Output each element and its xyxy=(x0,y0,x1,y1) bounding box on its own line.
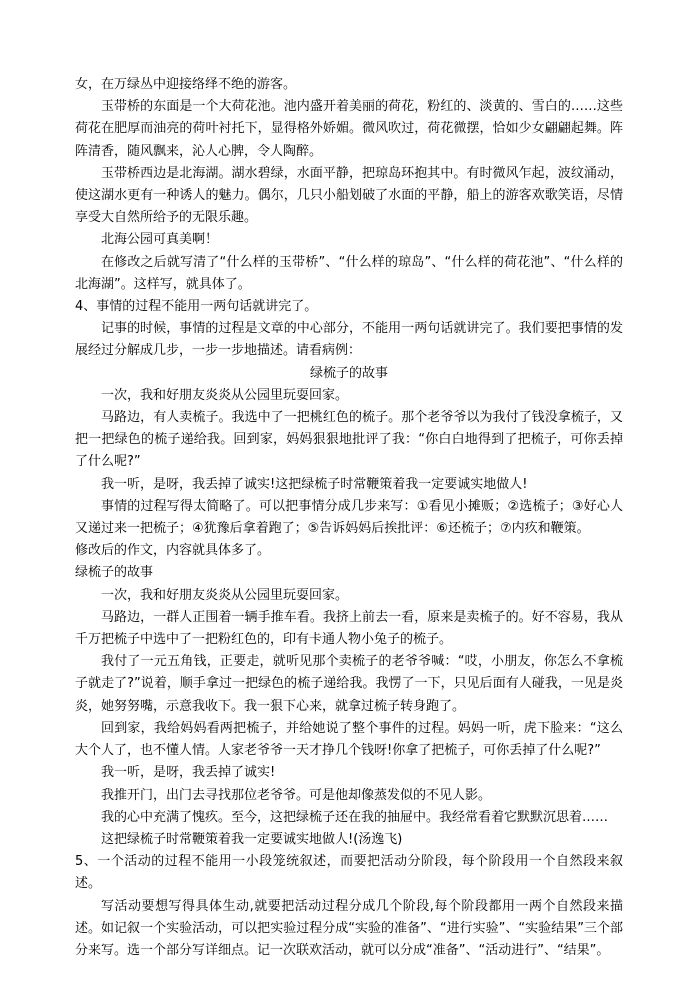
paragraph: 玉带桥西边是北海湖。湖水碧绿，水面平静，把琼岛环抱其中。有时微风乍起，波纹涌动，使这湖水更有一种诱人的魅力。偶尔，几只小船划破了水面的平静，船上的游客欢歌笑语，尽情享受大自然所给予的无限乐趣。 xyxy=(75,165,623,226)
paragraph: 女，在万绿丛中迎接络绎不绝的游客。 xyxy=(75,77,297,92)
document-page xyxy=(75,74,623,962)
paragraph: 我的心中充满了愧疚。至今，这把绿梳子还在我的抽屉中。我经常看着它默默沉思着…… xyxy=(101,809,609,825)
paragraph: 事情的过程写得太简略了。可以把事情分成几步来写：①看见小摊贩；②选梳子；③好心人又递过来一把梳子；④犹豫后拿着跑了；⑤告诉妈妈后挨批评：⑥还梳子；⑦内疚和鞭策。 xyxy=(75,498,623,537)
paragraph: 马路边，一群人正围着一辆手推车看。我挤上前去一看，原来是卖梳子的。好不容易，我从千万把梳子中选中了一把粉红色的，印有卡通人物小兔子的梳子。 xyxy=(75,609,623,648)
example-title: 绿梳子的故事 xyxy=(309,365,388,381)
paragraph: 这把绿梳子时常鞭策着我一定要诚实地做人!(汤逸飞) xyxy=(101,831,403,847)
paragraph: 回到家，我给妈妈看两把梳子，并给她说了整个事件的过程。妈妈一听，虎下脸来：“这么大个人了，也不懂人情。人家老爷爷一天才挣几个钱呀!你拿了把梳子，可你丢掉了什么呢?” xyxy=(75,720,623,759)
paragraph: 我一听，是呀，我丢掉了诚实!这把绿梳子时常鞭策着我一定要诚实地做人! xyxy=(101,476,528,492)
section-heading: 4、事情的过程不能用一两句话就讲完了。 xyxy=(75,299,318,315)
paragraph: 在修改之后就写清了“什么样的玉带桥”、“什么样的琼岛”、“什么样的荷花池”、“什么样的北海湖”。这样写，就具体了。 xyxy=(75,254,623,292)
paragraph: 我一听，是呀，我丢掉了诚实! xyxy=(101,765,276,781)
paragraph: 一次，我和好朋友炎炎从公园里玩耍回家。 xyxy=(101,587,349,603)
paragraph: 修改后的作文，内容就具体多了。 xyxy=(75,543,271,559)
paragraph: 记事的时候，事情的过程是文章的中心部分，不能用一两句话就讲完了。我们要把事情的发展经过分解成几步，一步一步地描述。请看病例： xyxy=(75,321,623,359)
paragraph: 玉带桥的东面是一个大荷花池。池内盛开着美丽的荷花，粉红的、淡黄的、雪白的……这些荷花在肥厚而油亮的荷叶衬托下，显得格外娇媚。微风吹过，荷花微摆，恰如少女翩翩起舞。阵阵清香，随风飘来，沁人心脾，令人陶醉。 xyxy=(75,99,623,159)
paragraph: 北海公园可真美啊！ xyxy=(101,232,219,248)
paragraph: 一次，我和好朋友炎炎从公园里玩耍回家。 xyxy=(101,387,349,403)
paragraph: 写活动要想写得具体生动,就要把活动过程分成几个阶段,每个阶段都用一两个自然段来描述。如记叙一个实验活动，可以把实验过程分成“实验的准备”、“进行实验”、“实验结果”三个部分来写。选一个部分写详细点。记一次联欢活动，就可以分成“准备”、“活动进行”、“结果”。 xyxy=(75,898,623,958)
paragraph: 马路边，有人卖梳子。我选中了一把桃红色的梳子。那个老爷爷以为我付了钱没拿梳子，又把一把绿色的梳子递给我。回到家，妈妈狠狠地批评了我：“你白白地得到了把梳子，可你丢掉了什么呢?” xyxy=(75,410,623,470)
paragraph: 我付了一元五角钱，正要走，就听见那个卖梳子的老爷爷喊：“哎，小朋友，你怎么不拿梳子就走了?”说着，顺手拿过一把绿色的梳子递给我。我愣了一下，只见后面有人碰我，一见是炎炎，她努努嘴，示意我收下。我一狠下心来，就拿过梳子转身跑了。 xyxy=(75,654,623,714)
paragraph: 我推开门，出门去寻找那位老爷爷。可是他却像蒸发似的不见人影。 xyxy=(101,787,492,803)
section-heading: 5、一个活动的过程不能用一小段笼统叙述，而要把活动分阶段，每个阶段用一个自然段来叙述。 xyxy=(75,854,623,892)
example-title: 绿梳子的故事 xyxy=(75,565,154,581)
